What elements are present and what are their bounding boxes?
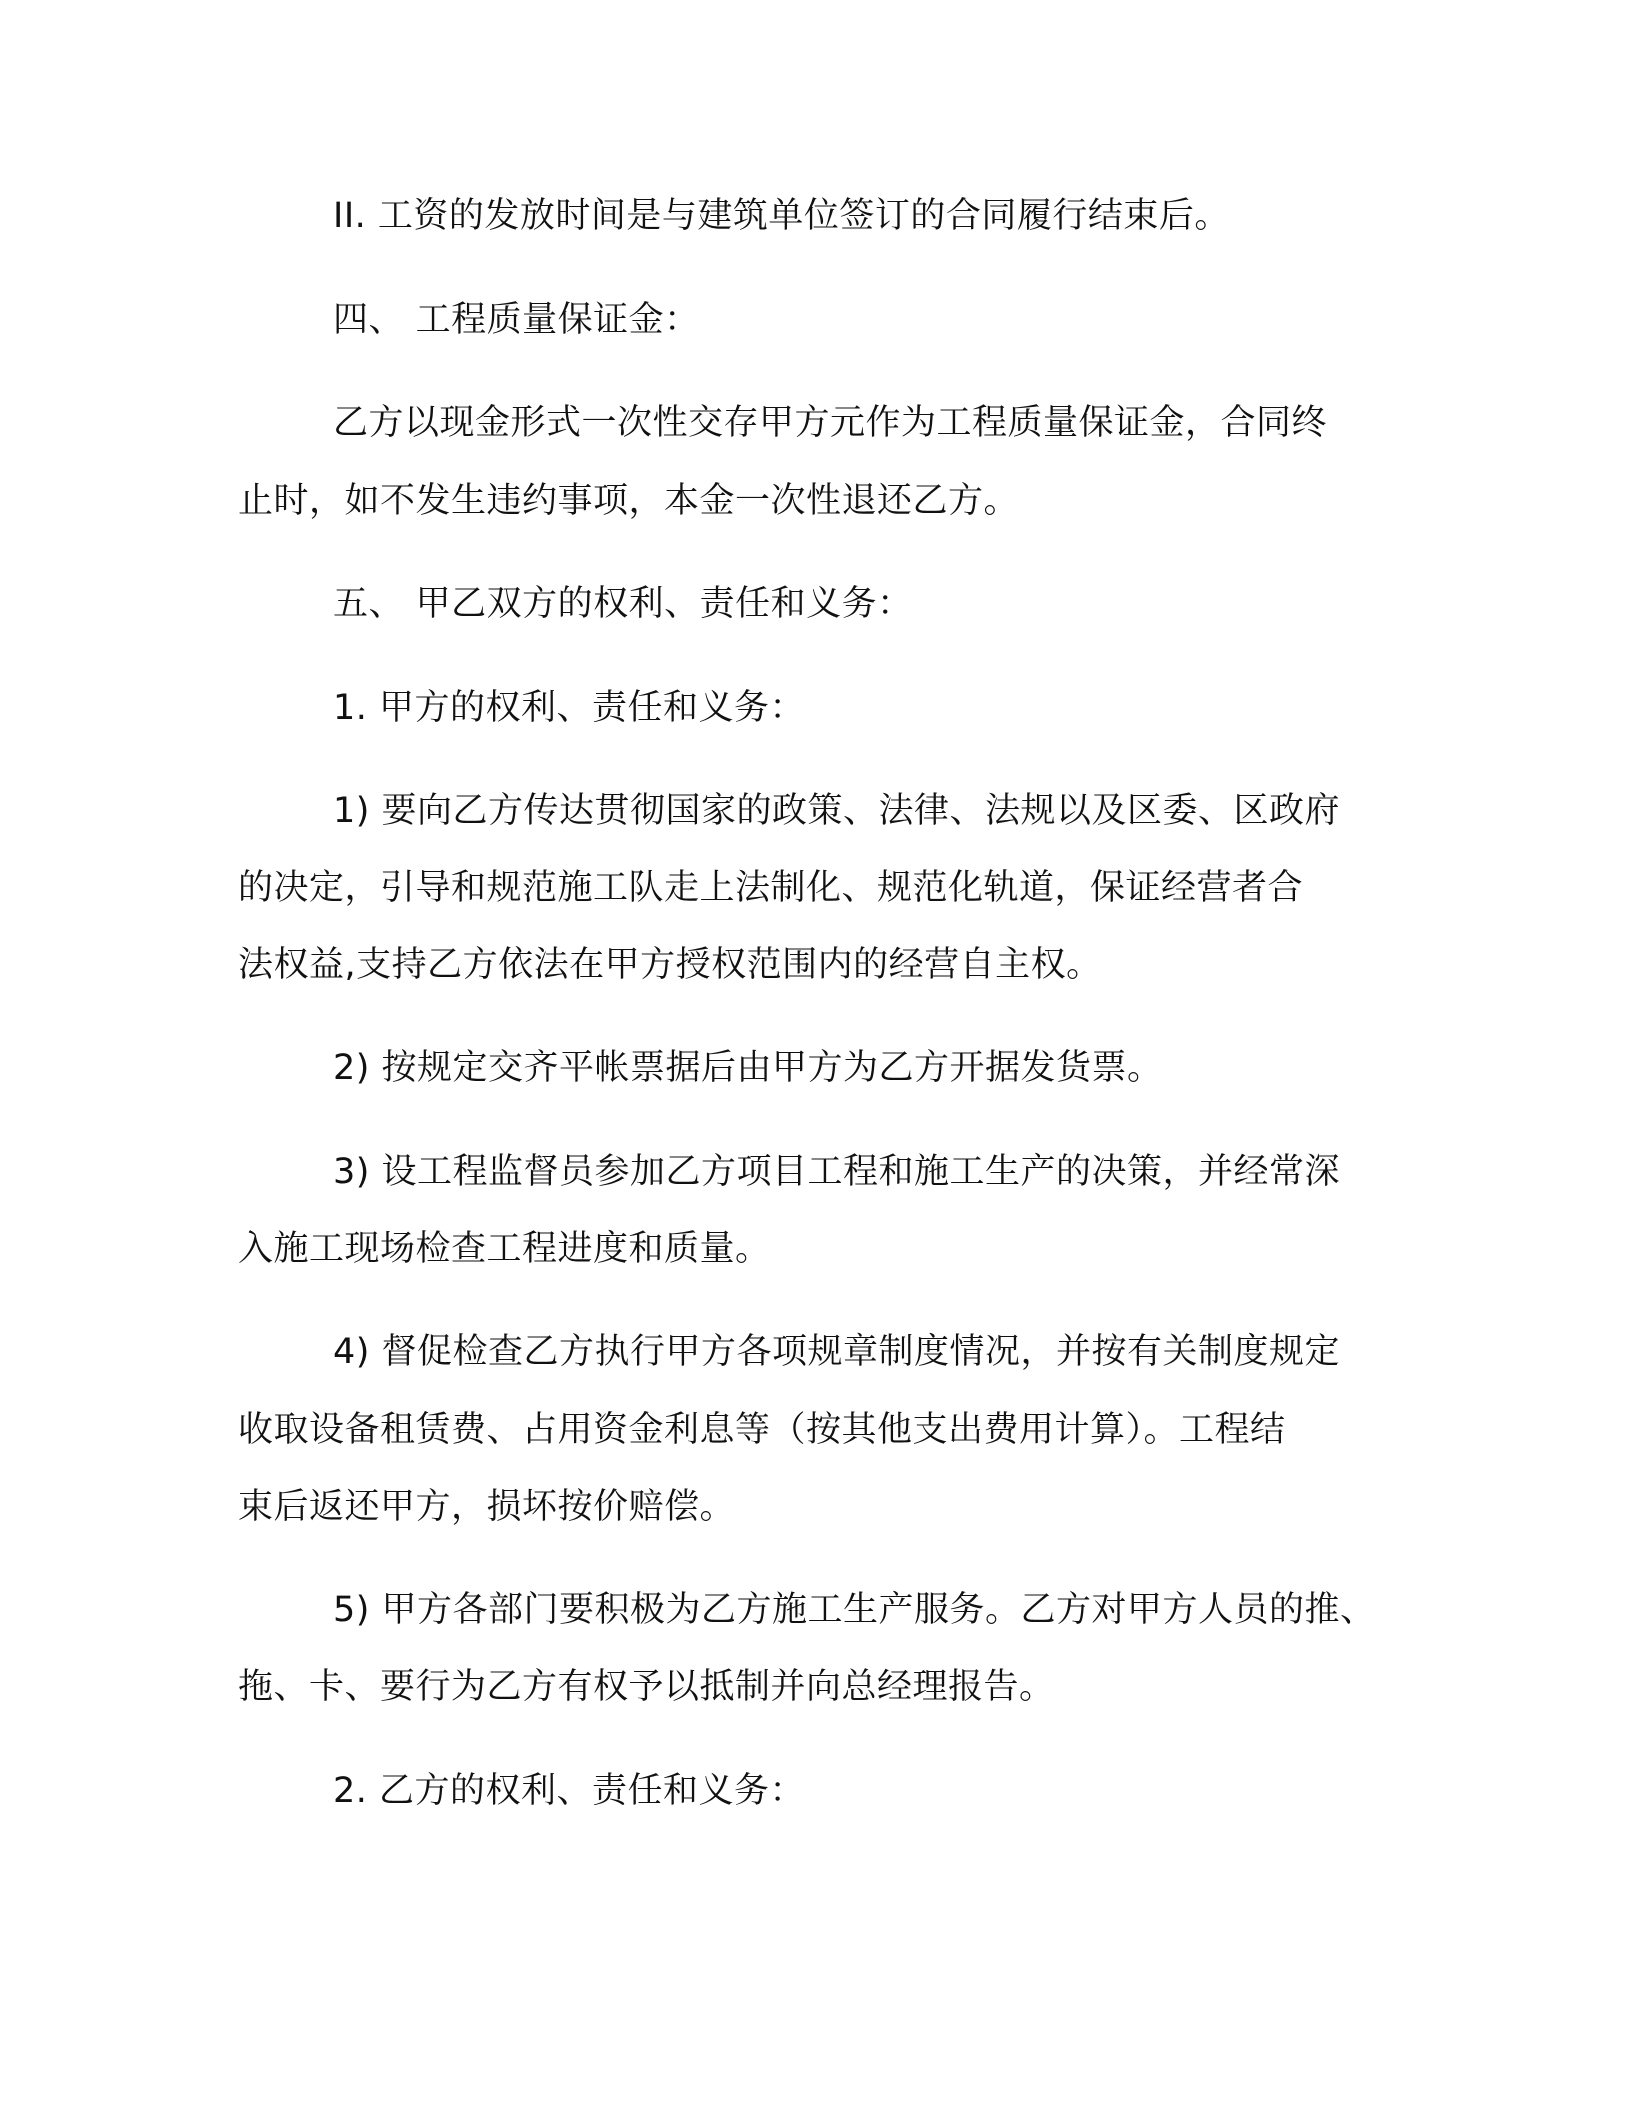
- party-a-item-4-cont: [0, 1482, 1632, 1532]
- text-line: 1) 要向乙方传达贯彻国家的政策、法律、法规以及区委、区政府: [333, 791, 1341, 831]
- text-line: 止时，如不发生违约事项，本金一次性退还乙方。: [238, 481, 1020, 521]
- text-line: 4) 督促检查乙方执行甲方各项规章制度情况，并按有关制度规定: [333, 1332, 1341, 1372]
- text-line: 乙方以现金形式一次性交存甲方元作为工程质量保证金，合同终: [333, 403, 1328, 443]
- party-a-heading: [0, 683, 1632, 733]
- party-a-item-4-cont: [0, 1405, 1632, 1455]
- heading-text: 2. 乙方的权利、责任和义务：: [333, 1771, 806, 1811]
- party-a-item-1-cont: [0, 863, 1632, 913]
- paragraph-deposit-terms-cont: [0, 476, 1632, 526]
- heading-text: 四、 工程质量保证金：: [333, 300, 700, 340]
- party-a-item-1-cont: [0, 940, 1632, 990]
- text-line: 2) 按规定交齐平帐票据后由甲方为乙方开据发货票。: [333, 1048, 1163, 1088]
- party-a-item-5: [0, 1585, 1632, 1635]
- text-line: 5) 甲方各部门要积极为乙方施工生产服务。乙方对甲方人员的推、: [333, 1590, 1376, 1630]
- party-a-item-2: [0, 1043, 1632, 1093]
- party-a-item-3: [0, 1147, 1632, 1197]
- party-a-item-4: [0, 1327, 1632, 1377]
- text-line: 3) 设工程监督员参加乙方项目工程和施工生产的决策，并经常深: [333, 1152, 1341, 1192]
- party-a-item-3-cont: [0, 1224, 1632, 1274]
- heading-text: 1. 甲方的权利、责任和义务：: [333, 688, 806, 728]
- section-5-heading: [0, 579, 1632, 629]
- paragraph-wage-time: [0, 191, 1632, 241]
- party-a-item-5-cont: [0, 1662, 1632, 1712]
- text-line: 拖、卡、要行为乙方有权予以抵制并向总经理报告。: [238, 1667, 1055, 1707]
- text-line: 法权益,支持乙方依法在甲方授权范围内的经营自主权。: [238, 945, 1102, 985]
- paragraph-deposit-terms: [0, 398, 1632, 448]
- text-line: 的决定，引导和规范施工队走上法制化、规范化轨道，保证经营者合: [238, 868, 1304, 908]
- party-b-heading: [0, 1766, 1632, 1816]
- text-line: II. 工资的发放时间是与建筑单位签订的合同履行结束后。: [333, 196, 1230, 236]
- heading-text: 五、 甲乙双方的权利、责任和义务：: [333, 584, 913, 624]
- text-line: 入施工现场检查工程进度和质量。: [238, 1229, 771, 1269]
- text-line: 收取设备租赁费、占用资金利息等（按其他支出费用计算）。工程结: [238, 1410, 1286, 1450]
- section-4-heading: [0, 295, 1632, 345]
- text-line: 束后返还甲方，损坏按价赔偿。: [238, 1487, 736, 1527]
- party-a-item-1: [0, 786, 1632, 836]
